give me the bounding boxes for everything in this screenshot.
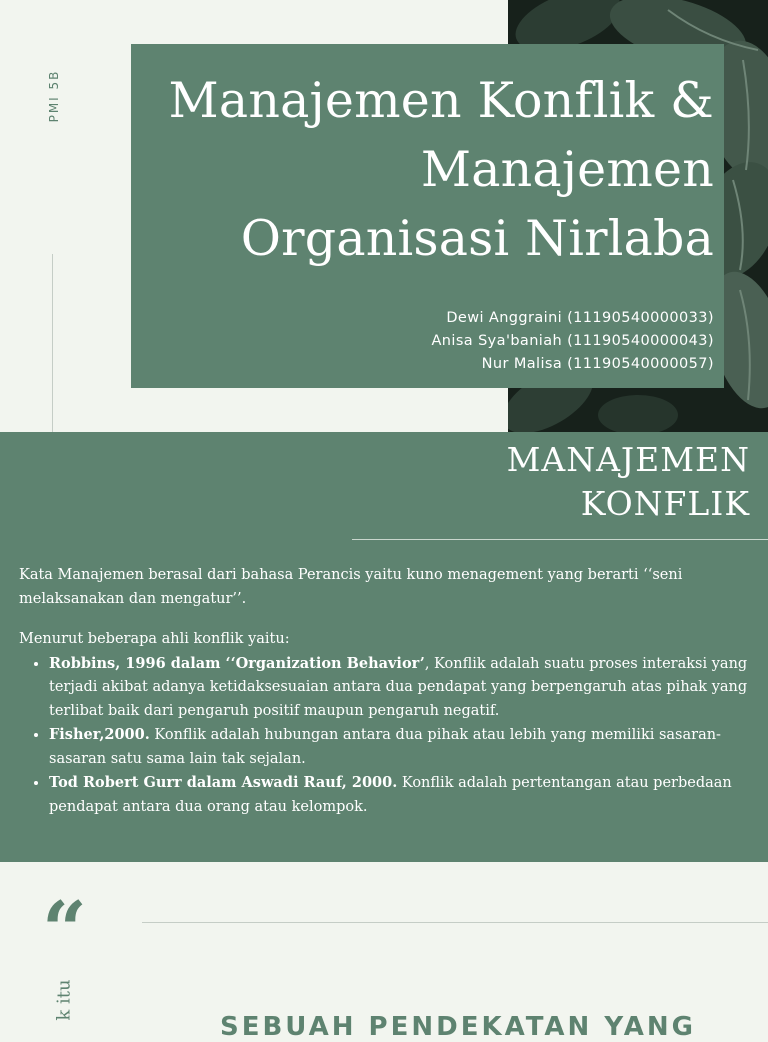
list-item xyxy=(49,652,755,724)
intro-paragraph: Kata Manajemen berasal dari bahasa Perancis yaitu kuno menagement yang berarti ‘‘seni melaksanakan dan mengatur’’. xyxy=(19,567,683,607)
author-name: Anisa Sya'baniah (11190540000043) xyxy=(431,333,714,349)
class-label: PMI 5B xyxy=(47,69,61,123)
lead-paragraph: Menurut beberapa ahli konflik yaitu: xyxy=(19,631,290,647)
section-heading xyxy=(507,438,750,526)
source-citation: Fisher,2000. xyxy=(49,726,150,743)
author-name: Dewi Anggraini (11190540000033) xyxy=(446,310,714,326)
definition-text: Konflik adalah hubungan antara dua pihak atau lebih yang memiliki sasaran-sasaran satu sama lain tak sejalan. xyxy=(49,727,721,767)
title-panel xyxy=(131,44,724,388)
next-heading-fragment: SEBUAH PENDEKATAN YANG xyxy=(220,1012,696,1042)
section-heading-line: KONFLIK xyxy=(580,484,750,523)
document-title xyxy=(141,66,714,273)
lower-divider xyxy=(142,922,768,923)
section-divider xyxy=(352,539,768,540)
author-list xyxy=(141,307,714,376)
source-citation: Robbins, 1996 dalam ‘‘Organization Behavior’ xyxy=(49,654,425,672)
title-line: Manajemen Konflik & xyxy=(168,72,714,129)
definition-text: , Konflik adalah suatu proses interaksi yang terjadi akibat adanya ketidaksesuaian antara dua pendapat yang berpengaruh atas pihak yang terlibat baik dari pengaruh positif maupun pengaruh negatif. xyxy=(49,655,748,719)
section-body xyxy=(19,564,755,819)
definition-text: Konflik adalah pertentangan atau perbedaan pendapat antara dua orang atau kelompok. xyxy=(49,775,732,815)
section-band xyxy=(0,432,768,862)
title-line: Manajemen xyxy=(420,141,714,198)
title-line: Organisasi Nirlaba xyxy=(240,210,714,267)
author-name: Nur Malisa (11190540000057) xyxy=(481,356,714,372)
source-citation: Tod Robert Gurr dalam Aswadi Rauf, 2000. xyxy=(49,774,398,791)
list-item xyxy=(49,723,755,771)
side-divider xyxy=(52,254,53,432)
quote-mark-icon: “ xyxy=(42,885,87,976)
list-item xyxy=(49,771,755,819)
section-heading-line: MANAJEMEN xyxy=(506,440,750,479)
vertical-text-fragment: k itu xyxy=(53,979,75,1021)
definition-list xyxy=(19,652,755,820)
